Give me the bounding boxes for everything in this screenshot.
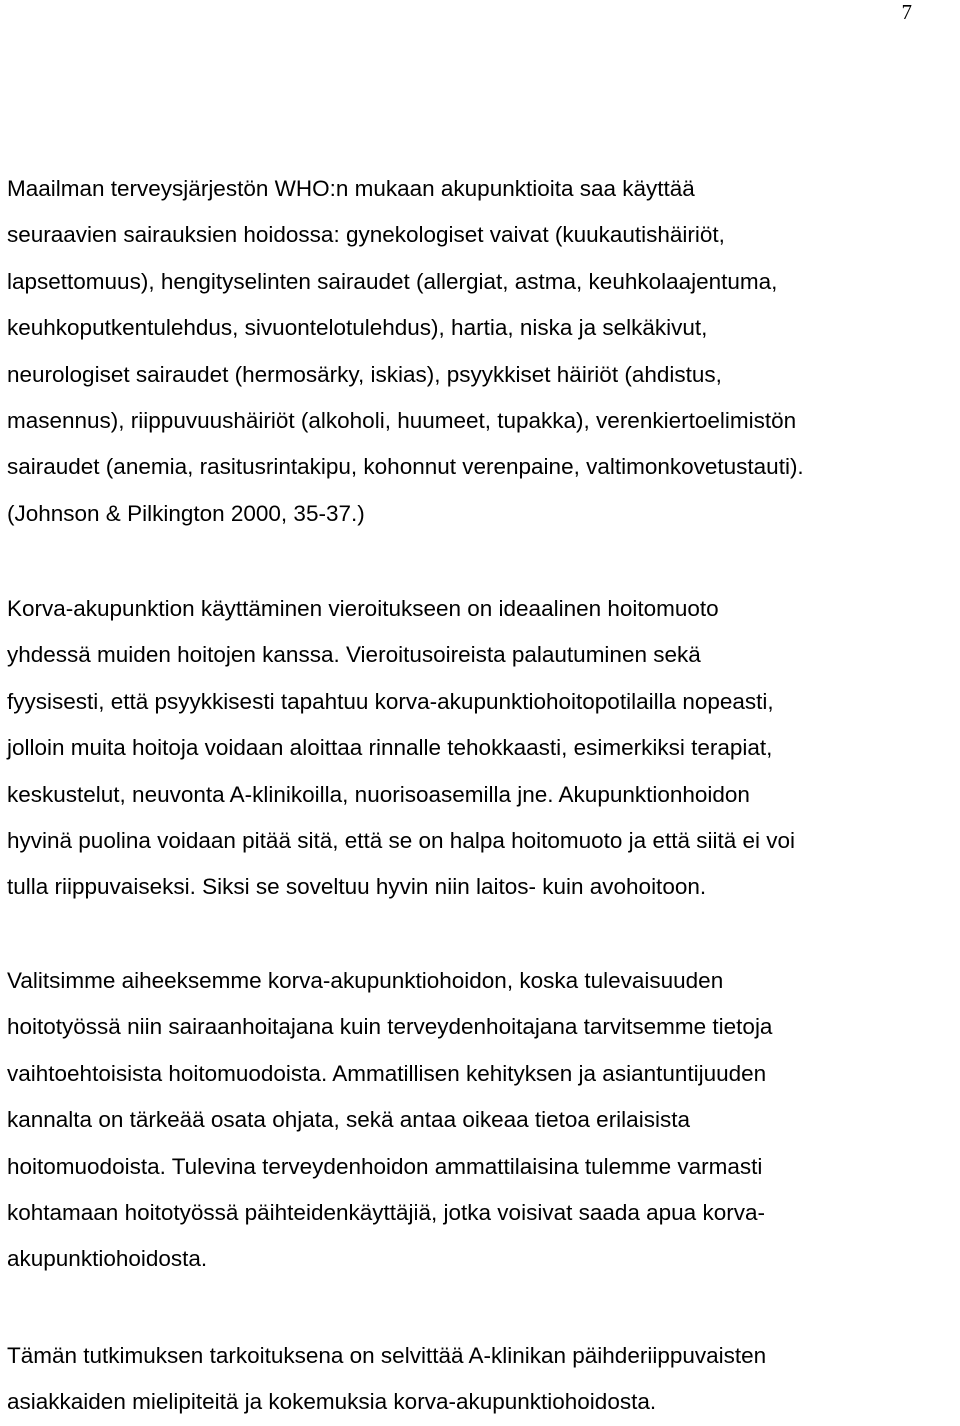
paragraph-study-purpose	[7, 1333, 955, 1426]
text-line: hoitomuodoista. Tulevina terveydenhoidon ammattilaisina tulemme varmasti	[7, 1153, 763, 1179]
text-line: neurologiset sairaudet (hermosärky, iskias), psyykkiset häiriöt (ahdistus,	[7, 361, 722, 387]
text-line: kannalta on tärkeää osata ohjata, sekä antaa oikeaa tietoa erilaisista	[7, 1107, 690, 1133]
page-number: 7	[901, 0, 912, 24]
text-line: jolloin muita hoitoja voidaan aloittaa rinnalle tehokkaasti, esimerkiksi terapiat,	[7, 735, 773, 761]
text-line: keuhkoputkentulehdus, sivuontelotulehdus), hartia, niska ja selkäkivut,	[7, 315, 708, 341]
paragraph-who-indications	[7, 166, 955, 537]
text-line: Maailman terveysjärjestön WHO:n mukaan akupunktioita saa käyttää	[7, 176, 695, 201]
text-line: kohtamaan hoitotyössä päihteidenkäyttäjiä, jotka voisivat saada apua korva-	[7, 1200, 765, 1226]
text-line: sairaudet (anemia, rasitusrintakipu, kohonnut verenpaine, valtimonkovetustauti).	[7, 454, 804, 480]
text-line: lapsettomuus), hengityselinten sairaudet (allergiat, astma, keuhkolaajentuma,	[7, 268, 778, 294]
text-line: hoitotyössä niin sairaanhoitajana kuin terveydenhoitajana tarvitsemme tietoja	[7, 1014, 773, 1040]
text-line: asiakkaiden mielipiteitä ja kokemuksia korva-akupunktiohoidosta.	[7, 1389, 657, 1415]
text-line: Tämän tutkimuksen tarkoituksena on selvittää A-klinikan päihderiippuvaisten	[7, 1343, 767, 1368]
text-line: Korva-akupunktion käyttäminen vieroitukseen on ideaalinen hoitomuoto	[7, 596, 719, 621]
text-line: vaihtoehtoisista hoitomuodoista. Ammatillisen kehityksen ja asiantuntijuuden	[7, 1060, 767, 1086]
text-line: masennus), riippuvuushäiriöt (alkoholi, huumeet, tupakka), verenkiertoelimistön	[7, 408, 797, 434]
text-line: keskustelut, neuvonta A-klinikoilla, nuorisoasemilla jne. Akupunktionhoidon	[7, 781, 750, 807]
citation-line: (Johnson & Pilkington 2000, 35-37.)	[7, 500, 365, 526]
text-line: Valitsimme aiheeksemme korva-akupunktiohoidon, koska tulevaisuuden	[7, 968, 724, 993]
paragraph-topic-choice	[7, 958, 955, 1283]
text-line: yhdessä muiden hoitojen kanssa. Vieroitusoireista palautuminen sekä	[7, 642, 701, 668]
text-line: tulla riippuvaiseksi. Siksi se soveltuu hyvin niin laitos- kuin avohoitoon.	[7, 874, 707, 900]
paragraph-ear-acupuncture	[7, 586, 955, 911]
text-line: seuraavien sairauksien hoidossa: gynekologiset vaivat (kuukautishäiriöt,	[7, 222, 725, 248]
text-line: hyvinä puolina voidaan pitää sitä, että se on halpa hoitomuoto ja että siitä ei voi	[7, 828, 796, 854]
text-line: akupunktiohoidosta.	[7, 1246, 208, 1272]
text-line: fyysisesti, että psyykkisesti tapahtuu korva-akupunktiohoitopotilailla nopeasti,	[7, 688, 774, 714]
